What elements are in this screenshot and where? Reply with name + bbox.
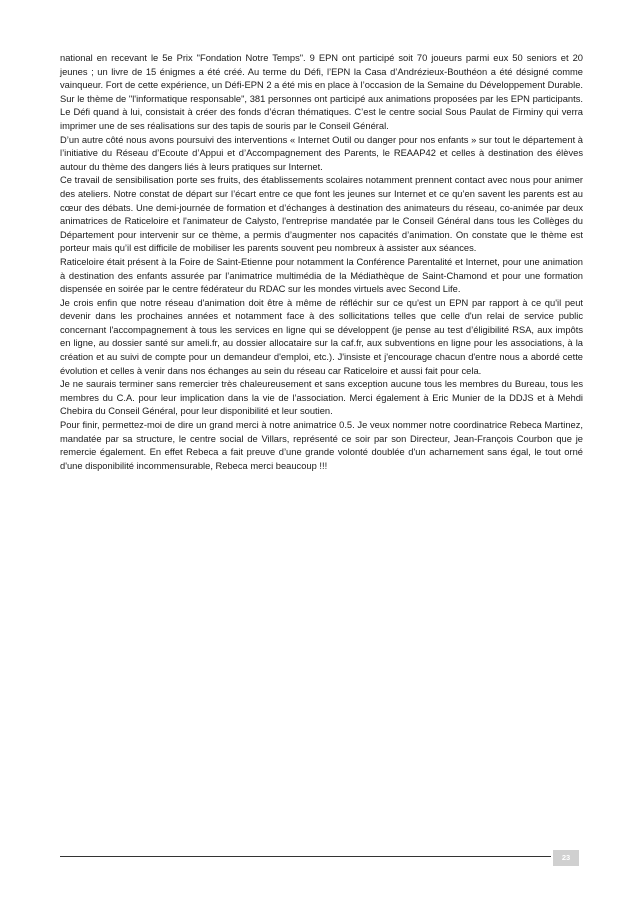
page-number-badge: 23 xyxy=(553,850,579,866)
paragraph-sensibilisation: Ce travail de sensibilisation porte ses fruits, des établissements scolaires notamment prennent contact avec nous pour animer des ateliers. Notre constat de départ sur l’écart entre ce que font les jeunes sur Internet et ce qu’en savent les parents est au cœur des débats. Une demi-journée de formation et d’échanges à destination des animateurs du réseau, co-animée par deux animatrices de Raticeloire et l'animateur de Calysto, l'entreprise mandatée par le Conseil Général dans tous les Collèges du Département pour intervenir sur ce thème, a permis d’augmenter nos capacités d’animation. On constate que le thème est porteur mais qu’il est difficile de mobiliser les parents souvent peu nombreux à assister aux séances. xyxy=(60,175,583,254)
body-text xyxy=(60,52,583,473)
paragraph-reseau-animation: Je crois enfin que notre réseau d'animation doit être à même de réfléchir sur ce qu'est un EPN par rapport à ce qu'il peut devenir dans les prochaines années et notamment face à des sollicitations telles que celle d'un relai de service public concernant l'accompagnement à tous les services en ligne qui se développent (je pense au test d’éligibilité RSA, aux impôts en ligne, au dossier santé sur ameli.fr, au dossier allocataire sur la caf.fr, aux subventions en ligne pour les associations, à la création et au suivi de compte pour un demandeur d'emploi, etc.). J'insiste et j'encourage chacun d'entre nous a abordé cette évolution et celles à venir dans nos échanges au sein du réseau car Raticeloire et aussi fait pour cela. xyxy=(60,297,583,376)
paragraph-defi-epn: national en recevant le 5e Prix "Fondation Notre Temps". 9 EPN ont participé soit 70 joueurs parmi eux 50 seniors et 20 jeunes ; un livre de 15 énigmes a été créé. Au terme du Défi, l’EPN la Casa d’Andrézieux-Bouthéon a été désigné comme vainqueur. Fort de cette expérience, un Défi-EPN 2 a été mis en place à l’occasion de la Semaine du Développement Durable. Sur le thème de "l'informatique responsable", 381 personnes ont participé aux animations proposées par les EPN participants. Le Défi quand à lui, consistait à créer des fonds d’écran thématiques. C’est le centre social Sous Paulat de Firminy qui verra imprimer une de ses réalisations sur des tapis de souris par le Conseil Général. xyxy=(60,53,583,131)
paragraph-conclusion: Pour finir, permettez-moi de dire un grand merci à notre animatrice 0.5. Je veux nommer notre coordinatrice Rebeca Martinez, mandatée par sa structure, le centre social de Villars, représenté ce soir par son Directeur, Jean-François Courbon que je remercie également. En effet Rebeca a fait preuve d’une grande volonté doublée d'un acharnement sans égal, le tout orné d'une disponibilité incommensurable, Rebeca merci beaucoup !!! xyxy=(60,420,583,471)
footer-divider xyxy=(60,856,551,857)
paragraph-remerciements: Je ne saurais terminer sans remercier très chaleureusement et sans exception aucune tous les membres du Bureau, tous les membres du C.A. pour leur implication dans la vie de l’association. Merci également à Eric Munier de la DDJS et à Mehdi Chebira du Conseil Général, pour leur disponibilité et leur soutien. xyxy=(60,379,583,417)
paragraph-interventions-internet: D’un autre côté nous avons poursuivi des interventions « Internet Outil ou danger pour nos enfants » sur tout le département à l’initiative du Réseau d’Ecoute d’Appui et d’Accompagnement des Parents, le REAAP42 et celles à destination des élèves autour du thème des dangers liés à leurs pratiques sur Internet. xyxy=(60,134,583,172)
paragraph-foire-saint-etienne: Raticeloire était présent à la Foire de Saint-Etienne pour notamment la Conférence Parentalité et Internet, pour une animation à destination des enfants assurée par l’animatrice multimédia de la Médiathèque de Saint-Chamond et pour une formation dispensée en soirée par le centre fédérateur du RDAC sur les mondes virtuels avec Second Life. xyxy=(60,256,583,295)
